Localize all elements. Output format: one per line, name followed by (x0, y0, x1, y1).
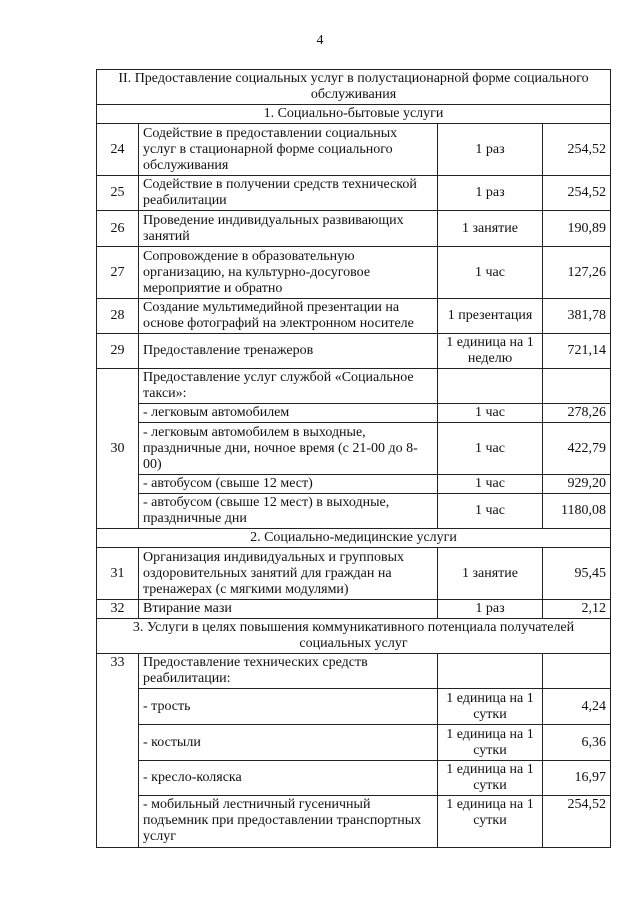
service-unit: 1 час (438, 494, 543, 529)
service-price: 1180,08 (543, 494, 611, 529)
row-number: 26 (97, 211, 139, 247)
service-name: Организация индивидуальных и групповых оздоровительных занятий для граждан на тренажерах (с мягкими модулями) (139, 548, 438, 600)
table-row (97, 334, 611, 369)
service-price: 381,78 (543, 299, 611, 334)
table-row (97, 548, 611, 600)
table-row (97, 404, 611, 423)
service-unit: 1 единица на 1 сутки (438, 761, 543, 796)
service-unit: 1 час (438, 475, 543, 494)
service-unit: 1 раз (438, 176, 543, 211)
service-name: Содействие в получении средств технической реабилитации (139, 176, 438, 211)
service-unit: 1 единица на 1 сутки (438, 689, 543, 725)
service-unit: 1 единица на 1 сутки (438, 796, 543, 848)
service-price: 422,79 (543, 423, 611, 475)
section-title: 1. Социально-бытовые услуги (97, 105, 611, 124)
table-row (97, 494, 611, 529)
row-number: 33 (97, 654, 139, 848)
service-price: 6,36 (543, 725, 611, 761)
services-table (96, 69, 611, 848)
section-row (97, 529, 611, 548)
service-price: 721,14 (543, 334, 611, 369)
service-name: Проведение индивидуальных развивающих занятий (139, 211, 438, 247)
service-name: - мобильный лестничный гусеничный подъемник при предоставлении транспортных услуг (139, 796, 438, 848)
service-unit (438, 654, 543, 689)
service-name: - автобусом (свыше 12 мест) в выходные, праздничные дни (139, 494, 438, 529)
row-number: 31 (97, 548, 139, 600)
service-price: 2,12 (543, 600, 611, 619)
service-name: Сопровождение в образовательную организацию, на культурно-досуговое мероприятие и обратно (139, 247, 438, 299)
service-name: - костыли (139, 725, 438, 761)
row-number: 30 (97, 369, 139, 529)
table-row (97, 654, 611, 689)
table-row (97, 600, 611, 619)
service-unit: 1 раз (438, 124, 543, 176)
service-unit: 1 презентация (438, 299, 543, 334)
service-price: 190,89 (543, 211, 611, 247)
service-price: 127,26 (543, 247, 611, 299)
table-row (97, 211, 611, 247)
service-unit: 1 единица на 1 сутки (438, 725, 543, 761)
service-price: 4,24 (543, 689, 611, 725)
service-price: 254,52 (543, 124, 611, 176)
service-price (543, 654, 611, 689)
table-row (97, 796, 611, 848)
service-price: 278,26 (543, 404, 611, 423)
service-name: Втирание мази (139, 600, 438, 619)
section-title: 3. Услуги в целях повышения коммуникативного потенциала получателей социальных услуг (97, 619, 611, 654)
service-unit: 1 час (438, 247, 543, 299)
table-row (97, 247, 611, 299)
service-unit: 1 час (438, 404, 543, 423)
service-group-title: Предоставление услуг службой «Социальное такси»: (139, 369, 438, 404)
service-name: - легковым автомобилем в выходные, праздничные дни, ночное время (с 21-00 до 8-00) (139, 423, 438, 475)
service-name: Создание мультимедийной презентации на основе фотографий на электронном носителе (139, 299, 438, 334)
table-row (97, 124, 611, 176)
header-section-row (97, 70, 611, 105)
service-name: - легковым автомобилем (139, 404, 438, 423)
service-unit: 1 единица на 1 неделю (438, 334, 543, 369)
service-name: - трость (139, 689, 438, 725)
row-number: 24 (97, 124, 139, 176)
service-price (543, 369, 611, 404)
service-unit: 1 занятие (438, 548, 543, 600)
row-number: 29 (97, 334, 139, 369)
page-number: 4 (316, 33, 324, 48)
service-price: 16,97 (543, 761, 611, 796)
section-row (97, 105, 611, 124)
row-number: 27 (97, 247, 139, 299)
service-group-title: Предоставление технических средств реабилитации: (139, 654, 438, 689)
row-number: 32 (97, 600, 139, 619)
table-row (97, 369, 611, 404)
row-number: 25 (97, 176, 139, 211)
service-name: Предоставление тренажеров (139, 334, 438, 369)
section-title: 2. Социально-медицинские услуги (97, 529, 611, 548)
service-name: Содействие в предоставлении социальных услуг в стационарной форме социального обслуживания (139, 124, 438, 176)
table-row (97, 423, 611, 475)
row-number: 28 (97, 299, 139, 334)
service-price: 254,52 (543, 796, 611, 848)
service-unit: 1 раз (438, 600, 543, 619)
service-unit: 1 занятие (438, 211, 543, 247)
table-row (97, 475, 611, 494)
service-price: 95,45 (543, 548, 611, 600)
service-price: 929,20 (543, 475, 611, 494)
table-row (97, 176, 611, 211)
service-price: 254,52 (543, 176, 611, 211)
section-row (97, 619, 611, 654)
section-title: II. Предоставление социальных услуг в полустационарной форме социального обслуживания (97, 70, 611, 105)
service-unit (438, 369, 543, 404)
service-unit: 1 час (438, 423, 543, 475)
service-name: - автобусом (свыше 12 мест) (139, 475, 438, 494)
table-row (97, 689, 611, 725)
table-row (97, 725, 611, 761)
service-name: - кресло-коляска (139, 761, 438, 796)
table-row (97, 761, 611, 796)
table-row (97, 299, 611, 334)
